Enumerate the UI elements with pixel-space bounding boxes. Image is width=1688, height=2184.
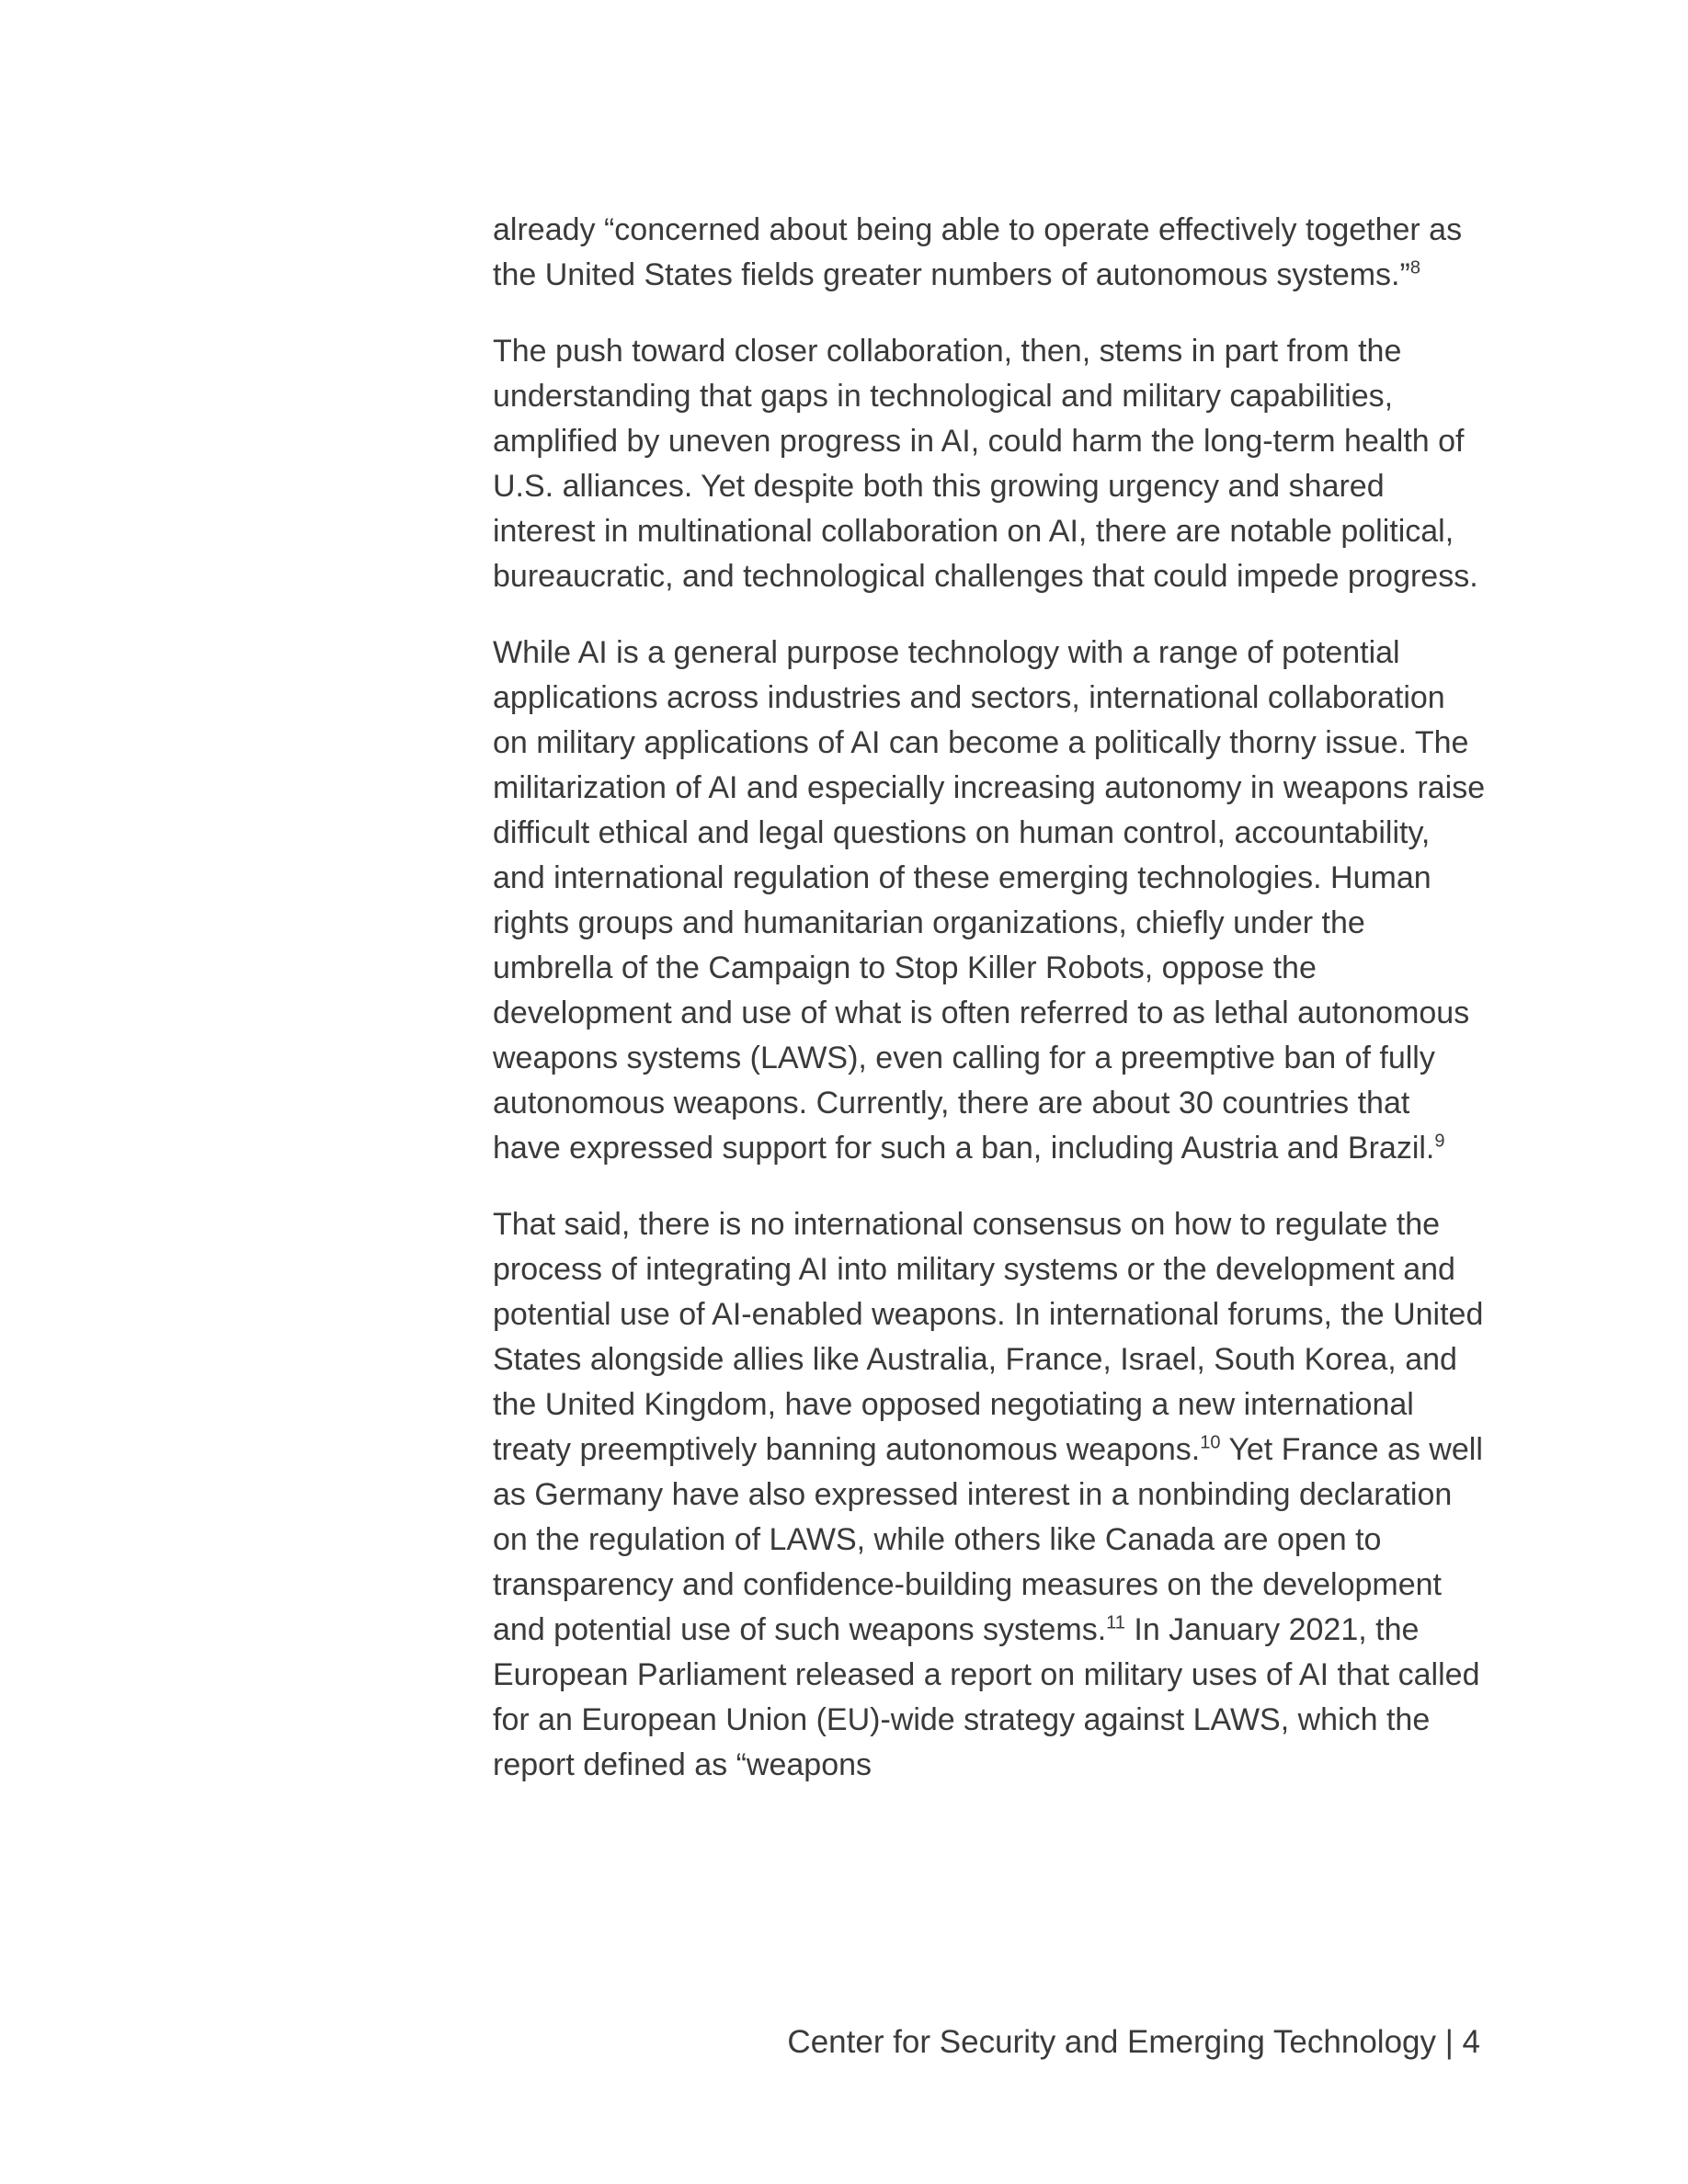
footnote-ref-10[interactable]: 10	[1200, 1432, 1221, 1453]
footnote-ref-9[interactable]: 9	[1434, 1131, 1445, 1152]
paragraph-text: Yet France as well as Germany have also expressed interest in a nonbinding declaration on the regulation of LAWS, while others like Canada are open to transparency and confidence-building measures on the development and potential use of such weapons systems.	[493, 1432, 1483, 1647]
footnote-ref-11[interactable]: 11	[1106, 1612, 1125, 1633]
paragraph-2	[493, 329, 1486, 599]
paragraph-4	[493, 1202, 1486, 1788]
paragraph-text: The push toward closer collaboration, then, stems in part from the understanding that gaps in technological and military capabilities, amplified by uneven progress in AI, could harm the long-term health of U.S. alliances. Yet despite both this growing urgency and shared interest in multinational collaboration on AI, there are notable political, bureaucratic, and technological challenges that could impede progress.	[493, 334, 1478, 594]
paragraph-3	[493, 631, 1486, 1171]
paragraph-text: In January 2021, the European Parliament released a report on military uses of AI that called for an European Union (EU)-wide strategy against LAWS, which the report defined as “weapons	[493, 1612, 1480, 1782]
paragraph-text: While AI is a general purpose technology with a range of potential applications across industries and sectors, international collaboration on military applications of AI can become a politically thorny issue. The militarization of AI and especially increasing autonomy in weapons raise difficult ethical and legal questions on human control, accountability, and international regulation of these emerging technologies. Human rights groups and humanitarian organizations, chiefly under the umbrella of the Campaign to Stop Killer Robots, oppose the development and use of what is often referred to as lethal autonomous weapons systems (LAWS), even calling for a preemptive ban of fully autonomous weapons. Currently, there are about 30 countries that have expressed support for such a ban, including Austria and Brazil.	[493, 635, 1486, 1166]
footnote-ref-8[interactable]: 8	[1409, 257, 1420, 279]
document-body	[493, 208, 1486, 1819]
paragraph-text: already “concerned about being able to operate effectively together as the United States fields greater numbers of autonomous systems.”	[493, 212, 1463, 292]
page-footer: Center for Security and Emerging Technology | 4	[787, 2024, 1480, 2060]
paragraph-1	[493, 208, 1486, 298]
paragraph-text: That said, there is no international consensus on how to regulate the process of integrating AI into military systems or the development and potential use of AI-enabled weapons. In international forums, the United States alongside allies like Australia, France, Israel, South Korea, and the United Kingdom, have opposed negotiating a new international treaty preemptively banning autonomous weapons.	[493, 1207, 1484, 1467]
